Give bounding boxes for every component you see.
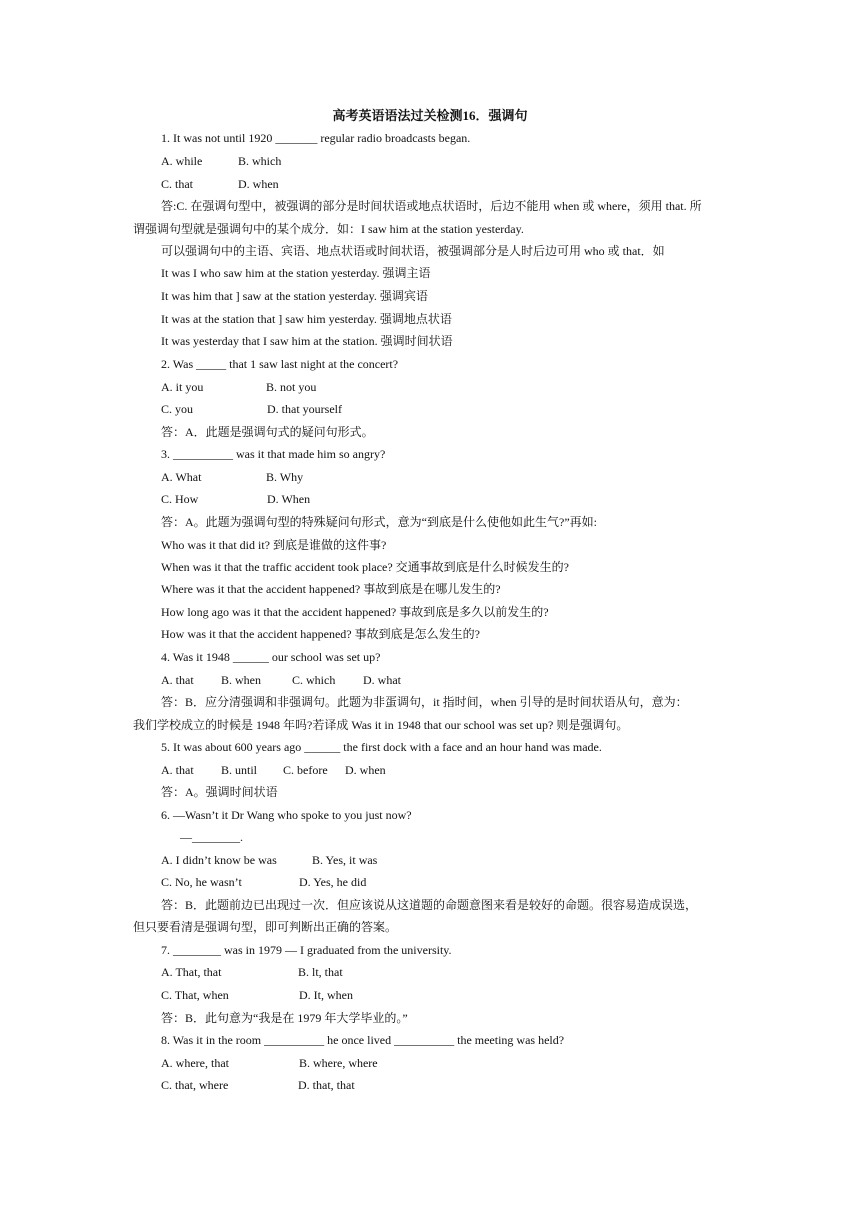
q3-example-5: How was it that the accident happened? 事故到底是怎么发生的? — [161, 627, 480, 641]
q4-option-d: D. what — [363, 673, 401, 687]
q4-option-c: C. which — [292, 673, 336, 687]
q2-option-d: D. that yourself — [267, 402, 342, 416]
q3-example-2: When was it that the traffic accident took place? 交通事故到底是什么时候发生的? — [161, 560, 570, 574]
q5-option-a: A. that — [161, 763, 194, 777]
q4-option-b: B. when — [221, 673, 261, 687]
q3-option-b: B. Why — [266, 470, 304, 484]
q6-stem: 6. —Wasn’t it Dr Wang who spoke to you just now? — [161, 808, 412, 822]
q1-example-3: It was at the station that ] saw him yesterday. 强调地点状语 — [161, 312, 452, 326]
q8-option-a: A. where, that — [161, 1056, 229, 1070]
q4-options-row — [161, 672, 401, 688]
q3-option-d: D. When — [267, 492, 311, 506]
q1-answer-line-1: 答:C. 在强调句型中，被强调的部分是时间状语或地点状语时，后边不能用 when 或 where，须用 that. 所 — [161, 199, 702, 213]
q4-answer-line-1: 答：B．应分清强调和非强调句。此题为非蛋调句，it 指时间，when 引导的是时间状语从句，意为： — [161, 695, 688, 709]
q8-options-row-2 — [161, 1077, 355, 1093]
q7-option-c: C. That, when — [161, 988, 229, 1002]
q1-answer-line-3: 可以强调句中的主语、宾语、地点状语或时间状语，被强调部分是人时后边可用 who 或 that．如 — [161, 244, 665, 258]
q5-option-d: D. when — [345, 763, 386, 777]
q5-option-b: B. until — [221, 763, 258, 777]
q7-stem: 7. ________ was in 1979 — I graduated from the university. — [161, 943, 452, 957]
q6-answer-line-1: 答：B．此题前边已出现过一次．但应该说从这道题的命题意图来看是较好的命题。很容易造成误选， — [161, 898, 698, 912]
q1-option-b: B. which — [238, 154, 282, 168]
q2-option-a: A. it you — [161, 380, 204, 394]
q4-option-a: A. that — [161, 673, 194, 687]
q3-options-row-2 — [161, 491, 310, 507]
q1-option-c: C. that — [161, 177, 193, 191]
q6-options-row-2 — [161, 874, 366, 890]
q5-options-row — [161, 762, 386, 778]
q5-answer: 答：A。强调时间状语 — [161, 785, 278, 799]
q5-stem: 5. It was about 600 years ago ______ the first dock with a face and an hour hand was made. — [161, 740, 602, 754]
q6-option-b: B. Yes, it was — [312, 853, 378, 867]
q1-example-4: It was yesterday that I saw him at the station. 强调时间状语 — [161, 334, 453, 348]
q2-answer: 答：A．此题是强调句式的疑问句形式。 — [161, 425, 374, 439]
q6-option-c: C. No, he wasn’t — [161, 875, 242, 889]
q2-options-row-2 — [161, 401, 342, 417]
q8-option-c: C. that, where — [161, 1078, 229, 1092]
q6-reply-blank: —________. — [180, 830, 243, 844]
q1-options-row-1 — [161, 153, 281, 169]
q4-answer-line-2: 我们学校成立的时候是 1948 年吗?若译成 Was it in 1948 that our school was set up? 则是强调句。 — [133, 718, 629, 732]
q3-example-4: How long ago was it that the accident happened? 事故到底是多久以前发生的? — [161, 605, 549, 619]
q1-stem: 1. It was not until 1920 _______ regular radio broadcasts began. — [161, 131, 471, 145]
q1-example-2: It was him that ] saw at the station yesterday. 强调宾语 — [161, 289, 428, 303]
page-title: 高考英语语法过关检测16．强调句 — [332, 108, 528, 123]
q1-options-row-2 — [161, 176, 279, 192]
q1-answer-line-2: 谓强调句型就是强调句中的某个成分．如：I saw him at the station yesterday. — [133, 222, 524, 236]
q3-example-1: Who was it that did it? 到底是谁做的这件事? — [161, 538, 387, 552]
q1-example-1: It was I who saw him at the station yesterday. 强调主语 — [161, 266, 431, 280]
q6-option-d: D. Yes, he did — [299, 875, 367, 889]
q6-answer-line-2: 但只要看清是强调句型，即可判断出正确的答案。 — [133, 920, 398, 934]
q7-option-d: D. It, when — [299, 988, 353, 1002]
q1-option-d: D. when — [238, 177, 279, 191]
q4-stem: 4. Was it 1948 ______ our school was set up? — [161, 650, 381, 664]
q3-option-c: C. How — [161, 492, 199, 506]
q3-answer: 答：A。此题为强调句型的特殊疑问句形式，意为“到底是什么使他如此生气?”再如: — [161, 515, 597, 529]
q3-example-3: Where was it that the accident happened? 事故到底是在哪儿发生的? — [161, 582, 501, 596]
q8-option-b: B. where, where — [299, 1056, 378, 1070]
q8-stem: 8. Was it in the room __________ he once lived __________ the meeting was held? — [161, 1033, 565, 1047]
q2-options-row-1 — [161, 379, 316, 395]
q2-option-b: B. not you — [266, 380, 317, 394]
q3-option-a: A. What — [161, 470, 202, 484]
q8-option-d: D. that, that — [298, 1078, 355, 1092]
q7-options-row-2 — [161, 987, 353, 1003]
q7-option-b: B. lt, that — [298, 965, 343, 979]
q1-option-a: A. while — [161, 154, 203, 168]
q3-stem: 3. __________ was it that made him so angry? — [161, 447, 386, 461]
q2-option-c: C. you — [161, 402, 194, 416]
q8-options-row-1 — [161, 1055, 378, 1071]
q6-option-a: A. I didn’t know be was — [161, 853, 277, 867]
q7-answer: 答：B．此句意为“我是在 1979 年大学毕业的。” — [161, 1011, 408, 1025]
q7-options-row-1 — [161, 964, 343, 980]
q3-options-row-1 — [161, 469, 303, 485]
q6-options-row-1 — [161, 852, 377, 868]
q5-option-c: C. before — [283, 763, 328, 777]
q7-option-a: A. That, that — [161, 965, 222, 979]
q2-stem: 2. Was _____ that 1 saw last night at the concert? — [161, 357, 399, 371]
